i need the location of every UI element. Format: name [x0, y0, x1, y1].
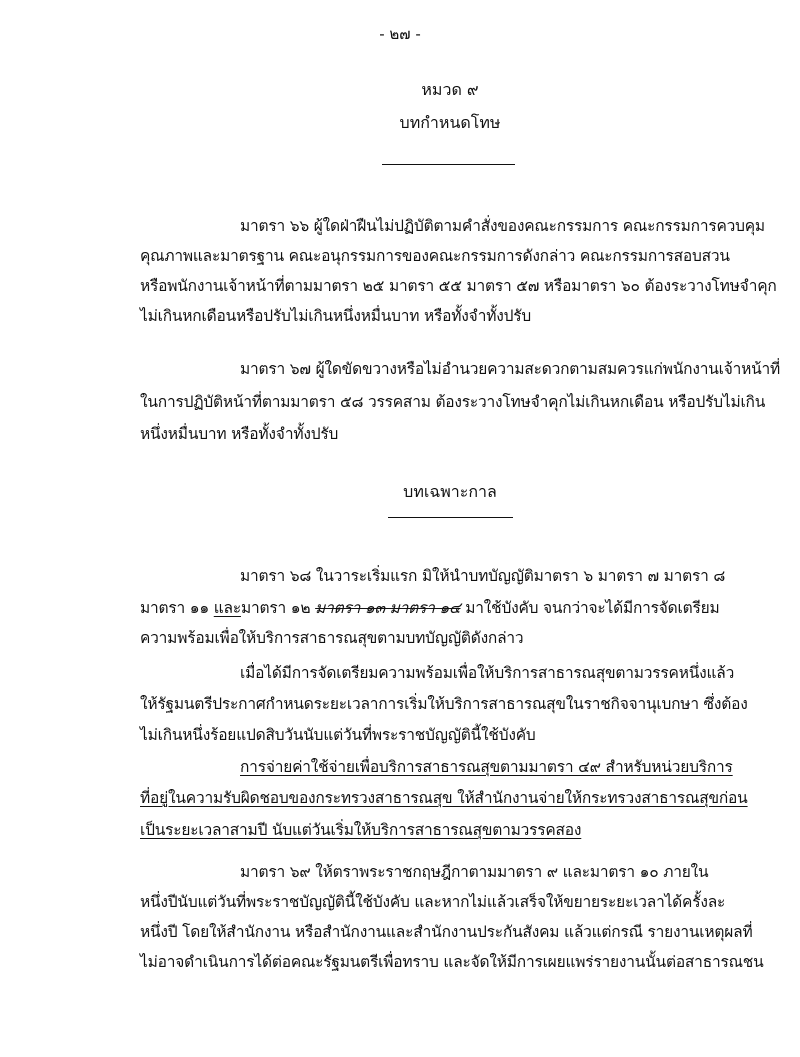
- section-68-line: [140, 595, 720, 620]
- section-68-line: เมื่อได้มีการจัดเตรียมความพร้อมเพื่อให้บริการสาธารณสุขตามวรรคหนึ่งแล้ว: [240, 664, 735, 682]
- section-68-underlined-line: เป็นระยะเวลาสามปี นับแต่วันเริ่มให้บริการสาธารณสุขตามวรรคสอง: [140, 821, 582, 839]
- section-68-line: ไม่เกินหนึ่งร้อยแปดสิบวันนับแต่วันที่พระราชบัญญัตินี้ใช้บังคับ: [140, 726, 536, 744]
- section-69-line: ไม่อาจดำเนินการได้ต่อคณะรัฐมนตรีเพื่อทราบ และจัดให้มีการเผยแพร่รายงานนั้นต่อสาธารณชน: [140, 953, 764, 971]
- section-66-line: ไม่เกินหกเดือนหรือปรับไม่เกินหนึ่งหมื่นบาท หรือทั้งจำทั้งปรับ: [140, 307, 532, 325]
- section-69-line: หนึ่งปีนับแต่วันที่พระราชบัญญัตินี้ใช้บังคับ และหากไม่แล้วเสร็จให้ขยายระยะเวลาได้ครั้งละ: [140, 893, 726, 911]
- section-66-line: หรือพนักงานเจ้าหน้าที่ตามมาตรา ๒๕ มาตรา ๕๕ มาตรา ๕๗ หรือมาตรา ๖๐ ต้องระวางโทษจำคุก: [140, 277, 777, 295]
- section-68-line: ให้รัฐมนตรีประกาศกำหนดระยะเวลาการเริ่มให้บริการสาธารณสุขในราชกิจจานุเบกษา ซึ่งต้อง: [140, 695, 748, 713]
- section-66-line: มาตรา ๖๖ ผู้ใดฝ่าฝืนไม่ปฏิบัติตามคำสั่งของคณะกรรมการ คณะกรรมการควบคุม: [240, 217, 765, 235]
- section-68-line: มาตรา ๖๘ ในวาระเริ่มแรก มิให้นำบทบัญญัติมาตรา ๖ มาตรา ๗ มาตรา ๘: [240, 567, 726, 585]
- section-68-line: ความพร้อมเพื่อให้บริการสาธารณสุขตามบทบัญญัติดังกล่าว: [140, 629, 524, 647]
- section-68-text: มาตรา ๑๒: [240, 599, 316, 617]
- struck-text: มาตรา ๑๓ มาตรา ๑๔: [315, 599, 461, 617]
- section-68-text: มาตรา ๑๑: [140, 599, 214, 617]
- transitional-divider: [388, 517, 513, 518]
- section-66-line: คุณภาพและมาตรฐาน คณะอนุกรรมการของคณะกรรมการดังกล่าว คณะกรรมการสอบสวน: [140, 247, 730, 265]
- section-68-text: มาใช้บังคับ จนกว่าจะได้มีการจัดเตรียม: [460, 599, 720, 617]
- handwritten-insert: และ: [213, 599, 241, 617]
- section-67-line: มาตรา ๖๗ ผู้ใดขัดขวางหรือไม่อำนวยความสะดวกตามสมควรแก่พนักงานเจ้าหน้าที่: [240, 360, 781, 378]
- section-69-line: หนึ่งปี โดยให้สำนักงาน หรือสำนักงานและสำนักงานประกันสังคม แล้วแต่กรณี รายงานเหตุผลที่: [140, 923, 753, 941]
- transitional-title: บทเฉพาะกาล: [403, 482, 497, 501]
- section-68-underlined-line: การจ่ายค่าใช้จ่ายเพื่อบริการสาธารณสุขตามมาตรา ๔๙ สำหรับหน่วยบริการ: [240, 758, 733, 776]
- section-68-underlined-line: ที่อยู่ในความรับผิดชอบของกระทรวงสาธารณสุข ให้สำนักงานจ่ายให้กระทรวงสาธารณสุขก่อน: [140, 789, 748, 807]
- chapter-subtitle: บทกำหนดโทษ: [399, 113, 501, 132]
- section-67-line: หนึ่งหมื่นบาท หรือทั้งจำทั้งปรับ: [140, 425, 339, 443]
- section-69-line: มาตรา ๖๙ ให้ตราพระราชกฤษฎีกาตามมาตรา ๙ และมาตรา ๑๐ ภายใน: [240, 863, 709, 881]
- section-67-line: ในการปฏิบัติหน้าที่ตามมาตรา ๕๘ วรรคสาม ต้องระวางโทษจำคุกไม่เกินหกเดือน หรือปรับไม่เกิน: [140, 393, 766, 411]
- chapter-title: หมวด ๙: [421, 80, 479, 99]
- page-number: - ๒๗ -: [379, 25, 421, 43]
- chapter-divider: [382, 164, 515, 165]
